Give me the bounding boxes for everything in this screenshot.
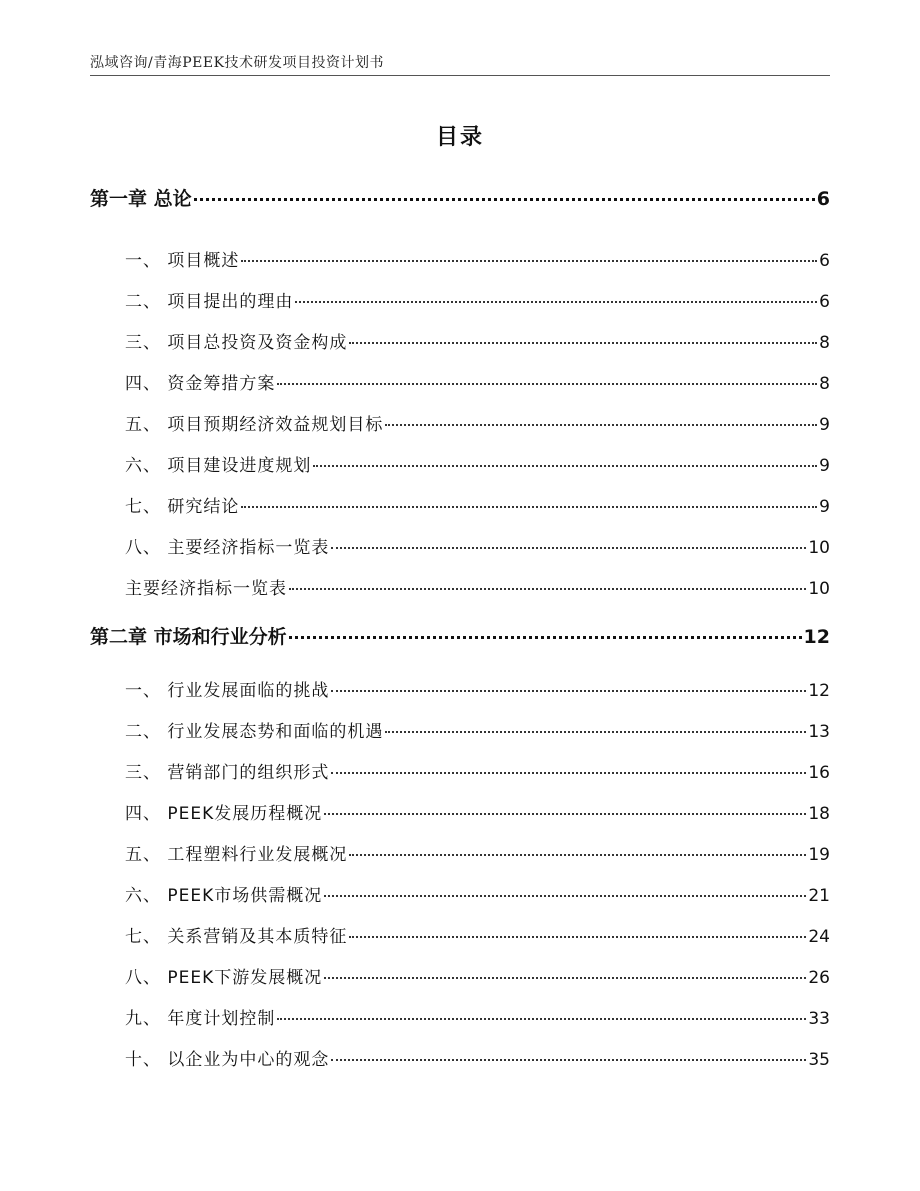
toc-entry-label: 主要经济指标一览表 (125, 579, 287, 599)
toc-entry[interactable] (90, 451, 830, 476)
toc-leader-dots (241, 259, 817, 262)
toc-page-number: 26 (808, 968, 830, 988)
header-divider (90, 75, 830, 76)
toc-chapter-2[interactable] (90, 622, 830, 649)
toc-page-number: 8 (819, 374, 830, 394)
toc-entry-label: 一、 项目概述 (125, 251, 240, 271)
toc-leader-dots (289, 587, 806, 590)
running-header: 泓域咨询/青海PEEK技术研发项目投资计划书 (90, 55, 385, 71)
toc-entry-label: 七、 研究结论 (125, 497, 240, 517)
toc-page-number: 24 (808, 927, 830, 947)
toc-entry[interactable] (90, 369, 830, 394)
toc-entry[interactable] (90, 492, 830, 517)
toc-entry-label: 第二章 市场和行业分析 (90, 626, 287, 648)
toc-entry[interactable] (90, 287, 830, 312)
toc-leader-dots (289, 635, 802, 639)
toc-leader-dots (331, 771, 806, 774)
toc-entry[interactable] (90, 1004, 830, 1029)
toc-page-number: 9 (819, 415, 830, 435)
toc-leader-dots (313, 464, 817, 467)
toc-entry-label: 三、 项目总投资及资金构成 (125, 333, 348, 353)
toc-leader-dots (194, 197, 815, 201)
toc-page-number: 33 (808, 1009, 830, 1029)
toc-page-number: 8 (819, 333, 830, 353)
toc-leader-dots (331, 1058, 806, 1061)
toc-entry[interactable] (90, 717, 830, 742)
toc-leader-dots (331, 546, 806, 549)
toc-entry[interactable] (90, 410, 830, 435)
toc-entry-label: 五、 工程塑料行业发展概况 (125, 845, 348, 865)
toc-entry-label: 四、 PEEK发展历程概况 (125, 804, 323, 824)
toc-title: 目录 (435, 125, 484, 150)
toc-entry[interactable] (90, 533, 830, 558)
toc-page-number: 12 (803, 626, 830, 648)
toc-page-number: 35 (808, 1050, 830, 1070)
toc-chapter-1[interactable] (90, 184, 830, 211)
toc-entry[interactable] (90, 246, 830, 271)
toc-leader-dots (349, 341, 817, 344)
toc-entry[interactable] (90, 963, 830, 988)
toc-page-number: 18 (808, 804, 830, 824)
toc-page-number: 13 (808, 722, 830, 742)
toc-leader-dots (277, 382, 817, 385)
toc-entry-label: 二、 项目提出的理由 (125, 292, 294, 312)
toc-entry[interactable] (90, 881, 830, 906)
toc-entry-label: 五、 项目预期经济效益规划目标 (125, 415, 384, 435)
toc-leader-dots (295, 300, 817, 303)
toc-leader-dots (349, 935, 806, 938)
toc-leader-dots (241, 505, 817, 508)
toc-entry-label: 六、 PEEK市场供需概况 (125, 886, 323, 906)
toc-entry-label: 八、 PEEK下游发展概况 (125, 968, 323, 988)
toc-entry-label: 九、 年度计划控制 (125, 1009, 276, 1029)
toc-entry-label: 四、 资金筹措方案 (125, 374, 276, 394)
toc-entry-label: 三、 营销部门的组织形式 (125, 763, 330, 783)
toc-page-number: 9 (819, 456, 830, 476)
toc-leader-dots (324, 812, 806, 815)
toc-page-number: 6 (819, 251, 830, 271)
toc-page-number: 12 (808, 681, 830, 701)
toc-entry-label: 六、 项目建设进度规划 (125, 456, 312, 476)
toc-page-number: 10 (808, 579, 830, 599)
toc-entry[interactable] (90, 922, 830, 947)
toc-page-number: 9 (819, 497, 830, 517)
toc-entry[interactable] (90, 1045, 830, 1070)
toc-entry-label: 十、 以企业为中心的观念 (125, 1050, 330, 1070)
toc-entry-label: 第一章 总论 (90, 188, 192, 210)
toc-entry[interactable] (90, 574, 830, 599)
toc-entry[interactable] (90, 799, 830, 824)
toc-leader-dots (349, 853, 806, 856)
toc-entry[interactable] (90, 758, 830, 783)
toc-entry-label: 二、 行业发展态势和面临的机遇 (125, 722, 384, 742)
toc-page-number: 21 (808, 886, 830, 906)
toc-entry[interactable] (90, 676, 830, 701)
toc-leader-dots (331, 689, 806, 692)
toc-leader-dots (324, 976, 806, 979)
toc-entry-label: 七、 关系营销及其本质特征 (125, 927, 348, 947)
toc-entry[interactable] (90, 328, 830, 353)
toc-leader-dots (277, 1017, 806, 1020)
toc-leader-dots (324, 894, 806, 897)
toc-page-number: 6 (819, 292, 830, 312)
toc-page-number: 19 (808, 845, 830, 865)
toc-page-number: 16 (808, 763, 830, 783)
toc-page-number: 6 (816, 188, 830, 210)
toc-leader-dots (385, 730, 806, 733)
toc-entry[interactable] (90, 840, 830, 865)
toc-page-number: 10 (808, 538, 830, 558)
toc-leader-dots (385, 423, 817, 426)
toc-entry-label: 一、 行业发展面临的挑战 (125, 681, 330, 701)
toc-entry-label: 八、 主要经济指标一览表 (125, 538, 330, 558)
